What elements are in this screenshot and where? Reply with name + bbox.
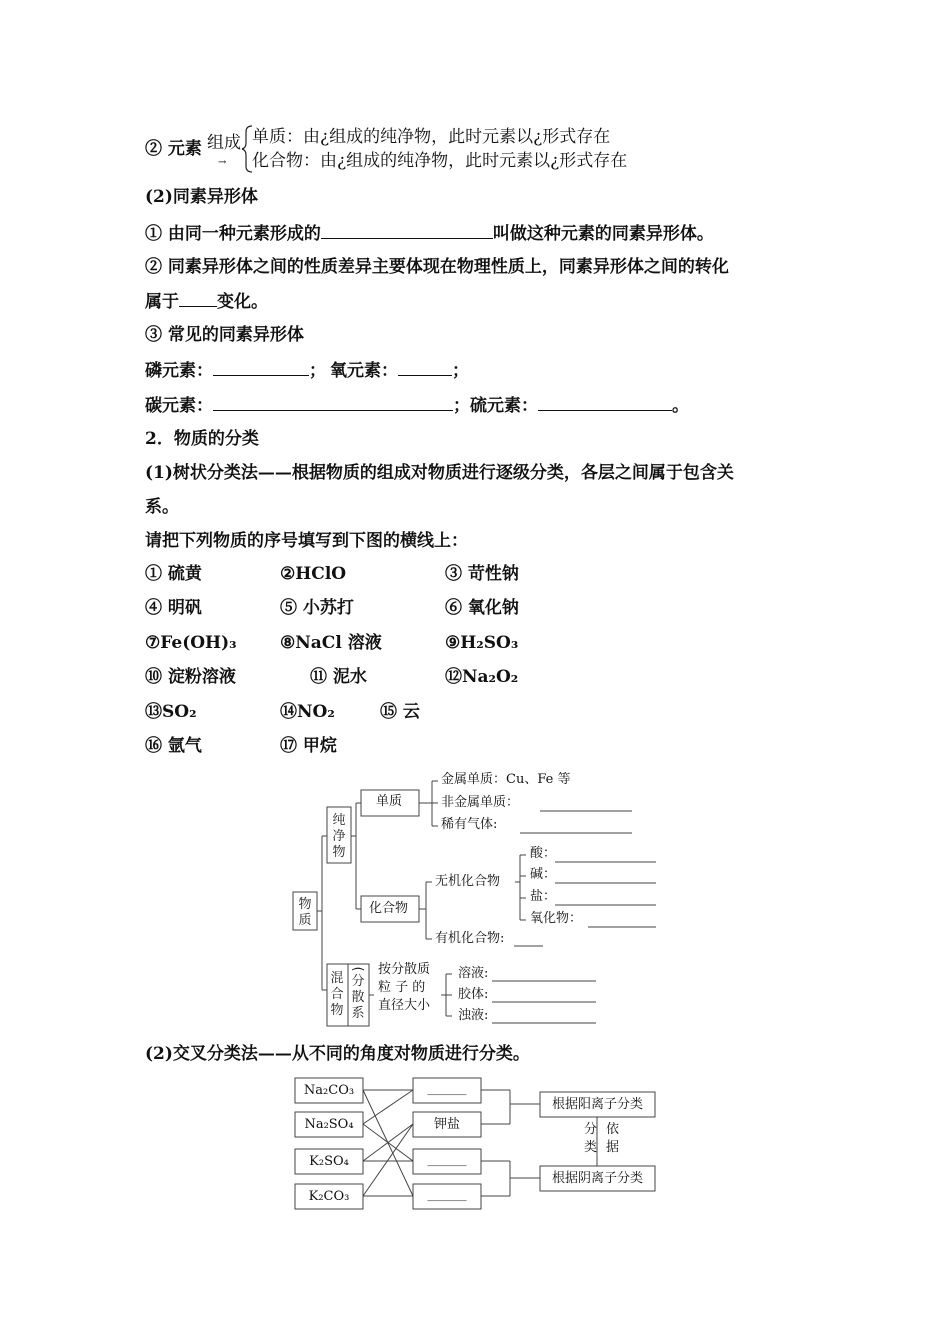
dispersion-paren: ( <box>350 966 365 972</box>
middle-label[interactable]: ______ <box>427 1187 467 1202</box>
dispersion-by-3: 直径大小 <box>378 998 431 1013</box>
organic-label: 有机化合物: <box>435 931 505 946</box>
tree-method-line2: 系。 <box>145 497 179 517</box>
allotrope-q2: ② 同素异形体之间的性质差异主要体现在物理性质上，同素异形体之间的转化 <box>145 257 729 277</box>
substance-item: ⑰ 甲烷 <box>280 736 337 756</box>
left-formula: K₂SO₄ <box>309 1154 349 1169</box>
substance-item: ⑮ 云 <box>380 702 420 722</box>
element-row2: 化合物：由¿组成的纯净物，此时元素以¿形式存在 <box>252 151 628 171</box>
solution-label: 溶液: <box>458 966 489 981</box>
mixture-char: 混 <box>330 971 344 986</box>
substance-item: ④ 明矾 <box>145 598 202 618</box>
oxide-label: 氧化物： <box>530 911 583 926</box>
anion-basis-label: 根据阴离子分类 <box>551 1171 643 1186</box>
allotrope-q3: ③ 常见的同素异形体 <box>145 325 304 345</box>
allotrope-phosphorus-oxygen: 磷元素： ； 氧元素： ； <box>145 358 469 382</box>
pure-char: 纯 <box>332 813 346 828</box>
substance-item: ① 硫黄 <box>145 564 202 584</box>
allotrope-carbon-sulfur: 碳元素： ；硫元素： 。 <box>145 393 689 417</box>
basis-right-label: 依据 <box>606 1122 620 1155</box>
element-label: 单质 <box>376 794 403 809</box>
salt-label: 盐： <box>530 889 557 904</box>
substance-item: ⑩ 淀粉溶液 <box>145 667 236 687</box>
pure-char: 净 <box>332 829 346 844</box>
substance-item: ⑫Na₂O₂ <box>445 667 519 687</box>
root-char: 质 <box>298 913 312 928</box>
mixture-char: 物 <box>330 1003 344 1018</box>
dispersion-char: 系 <box>351 1006 365 1021</box>
substance-item: ⑧NaCl 溶液 <box>280 633 382 653</box>
dispersion-by-2: 粒 子 的 <box>378 980 426 995</box>
basis-left-label: 分类 <box>584 1122 598 1155</box>
base-label: 碱： <box>530 867 557 882</box>
suspension-label: 浊液: <box>458 1008 489 1023</box>
left-formula: Na₂SO₄ <box>304 1117 354 1132</box>
root-char: 物 <box>298 897 312 912</box>
substance-item: ⑬SO₂ <box>145 702 197 722</box>
pure-char: 物 <box>332 845 346 860</box>
element-row1: 单质：由¿组成的纯净物，此时元素以¿形式存在 <box>252 127 611 147</box>
mixture-char: 合 <box>330 987 344 1002</box>
substance-item: ⑪ 泥水 <box>310 667 367 687</box>
dispersion-char: 散 <box>351 990 365 1005</box>
colloid-label: 胶体: <box>458 987 489 1002</box>
substance-item: ⑭NO₂ <box>280 702 335 722</box>
tree-method-line1: (1)树状分类法——根据物质的组成对物质进行逐级分类，各层之间属于包含关 <box>145 463 734 483</box>
group-label: 组成 <box>207 133 241 153</box>
dispersion-by-1: 按分散质 <box>378 962 431 977</box>
allotrope-heading: (2)同素异形体 <box>145 187 258 207</box>
middle-label: 钾盐 <box>433 1117 460 1132</box>
compound-label: 化合物 <box>369 901 409 916</box>
substance-item: ⑤ 小苏打 <box>280 598 354 618</box>
dispersion-char: 分 <box>351 974 365 989</box>
substance-item: ③ 苛性钠 <box>445 564 519 584</box>
allotrope-q2-cont: 属于 变化。 <box>145 289 268 313</box>
element-prefix: ② 元素 <box>145 139 202 159</box>
substance-item: ②HClO <box>280 564 347 584</box>
substance-item: ⑦Fe(OH)₃ <box>145 633 237 653</box>
substance-item: ⑥ 氧化钠 <box>445 598 519 618</box>
substance-item: ⑯ 氩气 <box>145 736 202 756</box>
instruction-line: 请把下列物质的序号填写到下图的横线上： <box>145 531 468 551</box>
allotrope-q1: ① 由同一种元素形成的 叫做这种元素的同素异形体。 <box>145 221 714 245</box>
noble-label: 稀有气体: <box>441 817 498 832</box>
nonmetal-label: 非金属单质： <box>441 795 520 810</box>
classification-heading: 2．物质的分类 <box>145 429 259 449</box>
metal-label: 金属单质：Cu、Fe 等 <box>441 772 571 787</box>
cation-basis-label: 根据阳离子分类 <box>551 1097 643 1112</box>
inorganic-label: 无机化合物 <box>435 874 501 889</box>
middle-label[interactable]: ______ <box>427 1152 467 1167</box>
middle-label[interactable]: ______ <box>427 1081 467 1096</box>
substance-item: ⑨H₂SO₃ <box>445 633 519 653</box>
cross-heading: (2)交叉分类法——从不同的角度对物质进行分类。 <box>145 1044 530 1064</box>
left-formula: K₂CO₃ <box>308 1189 350 1204</box>
arrow-icon: → <box>218 157 227 168</box>
acid-label: 酸： <box>530 846 557 861</box>
left-formula: Na₂CO₃ <box>303 1083 355 1098</box>
